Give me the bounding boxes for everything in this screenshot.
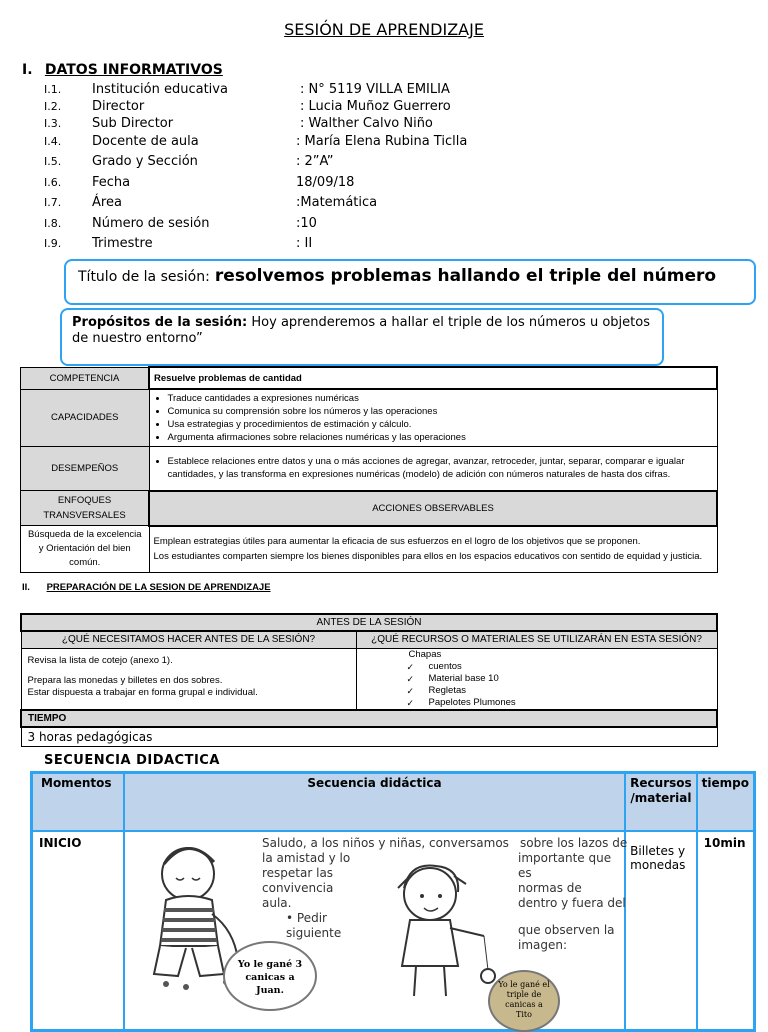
acciones-label: ACCIONES OBSERVABLES: [149, 491, 717, 526]
preparation-header: ANTES DE LA SESIÓN: [21, 614, 717, 631]
capacidades-cell: [149, 389, 717, 447]
secuencia-bullet: • Pedir siguiente: [286, 911, 342, 940]
tiempo-label: TIEMPO: [21, 710, 717, 727]
resource-item: Chapas: [408, 648, 442, 660]
info-label: Institución educativa: [92, 82, 228, 97]
info-number: I.1.: [44, 83, 62, 96]
secuencia-line: dentro y fuera del: [518, 896, 626, 910]
acciones-line: Los estudiantes comparten siempre los bienes disponibles para ellos en los espacios educativos con sentido de equidad y justicia.: [153, 551, 703, 563]
section-2-number: II.: [22, 582, 30, 593]
list-item: • Usa estrategias y procedimientos de estimación y cálculo.: [168, 418, 713, 431]
info-number: I.6.: [44, 176, 62, 189]
info-number: I.5.: [44, 155, 62, 168]
resource-item: ✓ Material base 10: [429, 673, 711, 685]
competencia-row: [21, 367, 718, 389]
secuencia-line: convivencia: [262, 881, 334, 895]
secuencia-line: sobre los lazos de: [520, 836, 628, 850]
preparation-col2-header: ¿QUÉ RECURSOS O MATERIALES SE UTILIZARÁN EN ESTA SESIÓN?: [356, 631, 717, 648]
section-2-label: PREPARACIÓN DE LA SESION DE APRENDIZAJE: [46, 582, 271, 593]
session-title-text: resolvemos problemas hallando el triple del número: [214, 266, 717, 286]
info-value: 18/09/18: [296, 175, 355, 190]
resource-item: ✓ cuentos: [429, 661, 711, 673]
info-value: : II: [296, 236, 313, 251]
info-label: Fecha: [92, 175, 131, 190]
recursos-cell: Billetes y monedas: [625, 831, 697, 1031]
preparation-table: [20, 613, 718, 747]
secuencia-bullet-text: Pedir siguiente: [286, 911, 342, 940]
secuencia-line: aula.: [262, 896, 292, 910]
session-title-box: [64, 259, 756, 305]
capacidades-label: CAPACIDADES: [21, 389, 150, 447]
momento-inicio: INICIO: [32, 831, 124, 1031]
enfoques-header-row: [21, 491, 718, 526]
info-label: Docente de aula: [92, 134, 199, 149]
info-label: Director: [92, 99, 145, 114]
tiempo-value-row: [21, 727, 717, 747]
secuencia-text-right: [518, 836, 628, 953]
info-number: I.9.: [44, 237, 62, 250]
info-number: I.7.: [44, 196, 62, 209]
secuencia-line: normas de: [518, 881, 582, 895]
section-1-label: DATOS INFORMATIVOS: [44, 62, 223, 78]
info-number: I.3.: [44, 117, 62, 130]
session-title-label: Título de la sesión:: [78, 269, 210, 285]
resource-item: ✓ Regletas: [429, 685, 711, 697]
acciones-cell: [149, 526, 717, 573]
info-label: Sub Director: [92, 116, 174, 131]
preparation-line: Estar dispuesta a trabajar en forma grupal e individual.: [27, 686, 258, 698]
info-value: : Lucia Muñoz Guerrero: [300, 99, 451, 114]
enfoques-row: [21, 526, 718, 573]
header-momentos: Momentos: [32, 773, 124, 831]
secuencia-title: SECUENCIA DIDACTICA: [44, 753, 220, 768]
info-value: : María Elena Rubina Ticlla: [296, 134, 468, 149]
tiempo-value: 3 horas pedagógicas: [21, 727, 717, 747]
speech-bubble-text: Yo le gané el triple de canicas a Tito: [498, 980, 550, 1019]
purpose-text: Hoy aprenderemos a hallar el triple de los números u objetos de nuestro entorno”: [72, 315, 650, 346]
enfoques-label: ENFOQUES TRANSVERSALES: [21, 491, 150, 526]
info-value: :10: [296, 216, 317, 231]
purpose-label: Propósitos de la sesión:: [72, 315, 248, 330]
secuencia-line: la amistad y lo: [262, 851, 351, 865]
list-item: • Argumenta afirmaciones sobre relaciones numéricas y las operaciones: [168, 431, 713, 444]
tiempo-label-row: [21, 710, 717, 727]
document-title: SESIÓN DE APRENDIZAJE: [284, 20, 484, 39]
tiempo-cell: 10min: [697, 831, 755, 1031]
secuencia-header-row: [32, 773, 755, 831]
enfoques-value: Búsqueda de la excelencia y Orientación del bien común.: [21, 526, 150, 573]
preparation-header-row: [21, 614, 717, 631]
speech-bubble-boy: [223, 941, 317, 1011]
competencia-table: [20, 366, 718, 573]
preparation-col1-cell: [21, 648, 356, 710]
info-label: Grado y Sección: [92, 154, 198, 169]
purpose-box: [60, 308, 664, 366]
speech-bubble-girl: [488, 970, 560, 1032]
desempenos-row: [21, 447, 718, 491]
secuencia-line: respetar las: [262, 866, 334, 880]
desempenos-label: DESEMPEÑOS: [21, 447, 150, 491]
competencia-value: Resuelve problemas de cantidad: [149, 367, 717, 389]
info-label: Número de sesión: [92, 216, 210, 231]
info-value: : 2”A”: [296, 154, 334, 169]
secuencia-line: que observen la imagen:: [518, 923, 615, 952]
preparation-line: Revisa la lista de cotejo (anexo 1).: [27, 654, 173, 666]
info-label: Área: [92, 195, 122, 210]
header-recursos: Recursos /material: [625, 773, 697, 831]
speech-bubble-text: Yo le gané 3 canicas a Juan.: [237, 959, 303, 996]
preparation-col-header-row: [21, 631, 717, 648]
list-item: • Traduce cantidades a expresiones numéricas: [168, 392, 713, 405]
capacidades-row: [21, 389, 718, 447]
resource-item: ✓ Papelotes Plumones: [429, 697, 711, 709]
preparation-col1-header: ¿QUÉ NECESITAMOS HACER ANTES DE LA SESIÓN?: [21, 631, 356, 648]
header-secuencia: Secuencia didáctica: [124, 773, 625, 831]
list-item: • Establece relaciones entre datos y una o más acciones de agregar, avanzar, retroceder, juntar, separar, comparar e igualar cantidades, y las transforma en expresiones numéricas (modelo) de adición con números naturales de hasta dos cifras.: [168, 455, 713, 481]
info-number: I.2.: [44, 100, 62, 113]
info-value: : N° 5119 VILLA EMILIA: [300, 82, 450, 97]
desempenos-cell: [149, 447, 717, 491]
secuencia-line: Saludo, a los niños y niñas, conversamos: [262, 836, 509, 850]
acciones-line: Emplean estrategias útiles para aumentar la eficacia de sus esfuerzos en el logro de los objetivos que se proponen.: [153, 536, 641, 548]
section-1-heading: [22, 62, 223, 78]
preparation-content-row: [21, 648, 717, 710]
info-label: Trimestre: [92, 236, 153, 251]
secuencia-line: importante que es: [518, 851, 612, 880]
info-value: : Walther Calvo Niño: [300, 116, 433, 131]
competencia-label: COMPETENCIA: [21, 367, 150, 389]
girl-yoyo-illustration: [380, 858, 500, 998]
info-number: I.4.: [44, 135, 62, 148]
header-tiempo: tiempo: [697, 773, 755, 831]
section-2-heading: [22, 582, 271, 593]
info-value: :Matemática: [296, 195, 378, 210]
section-1-number: I.: [22, 62, 33, 78]
preparation-line: Prepara las monedas y billetes en dos sobres.: [27, 674, 223, 686]
preparation-col2-cell: [356, 648, 717, 710]
list-item: • Comunica su comprensión sobre los números y las operaciones: [168, 405, 713, 418]
info-number: I.8.: [44, 217, 62, 230]
